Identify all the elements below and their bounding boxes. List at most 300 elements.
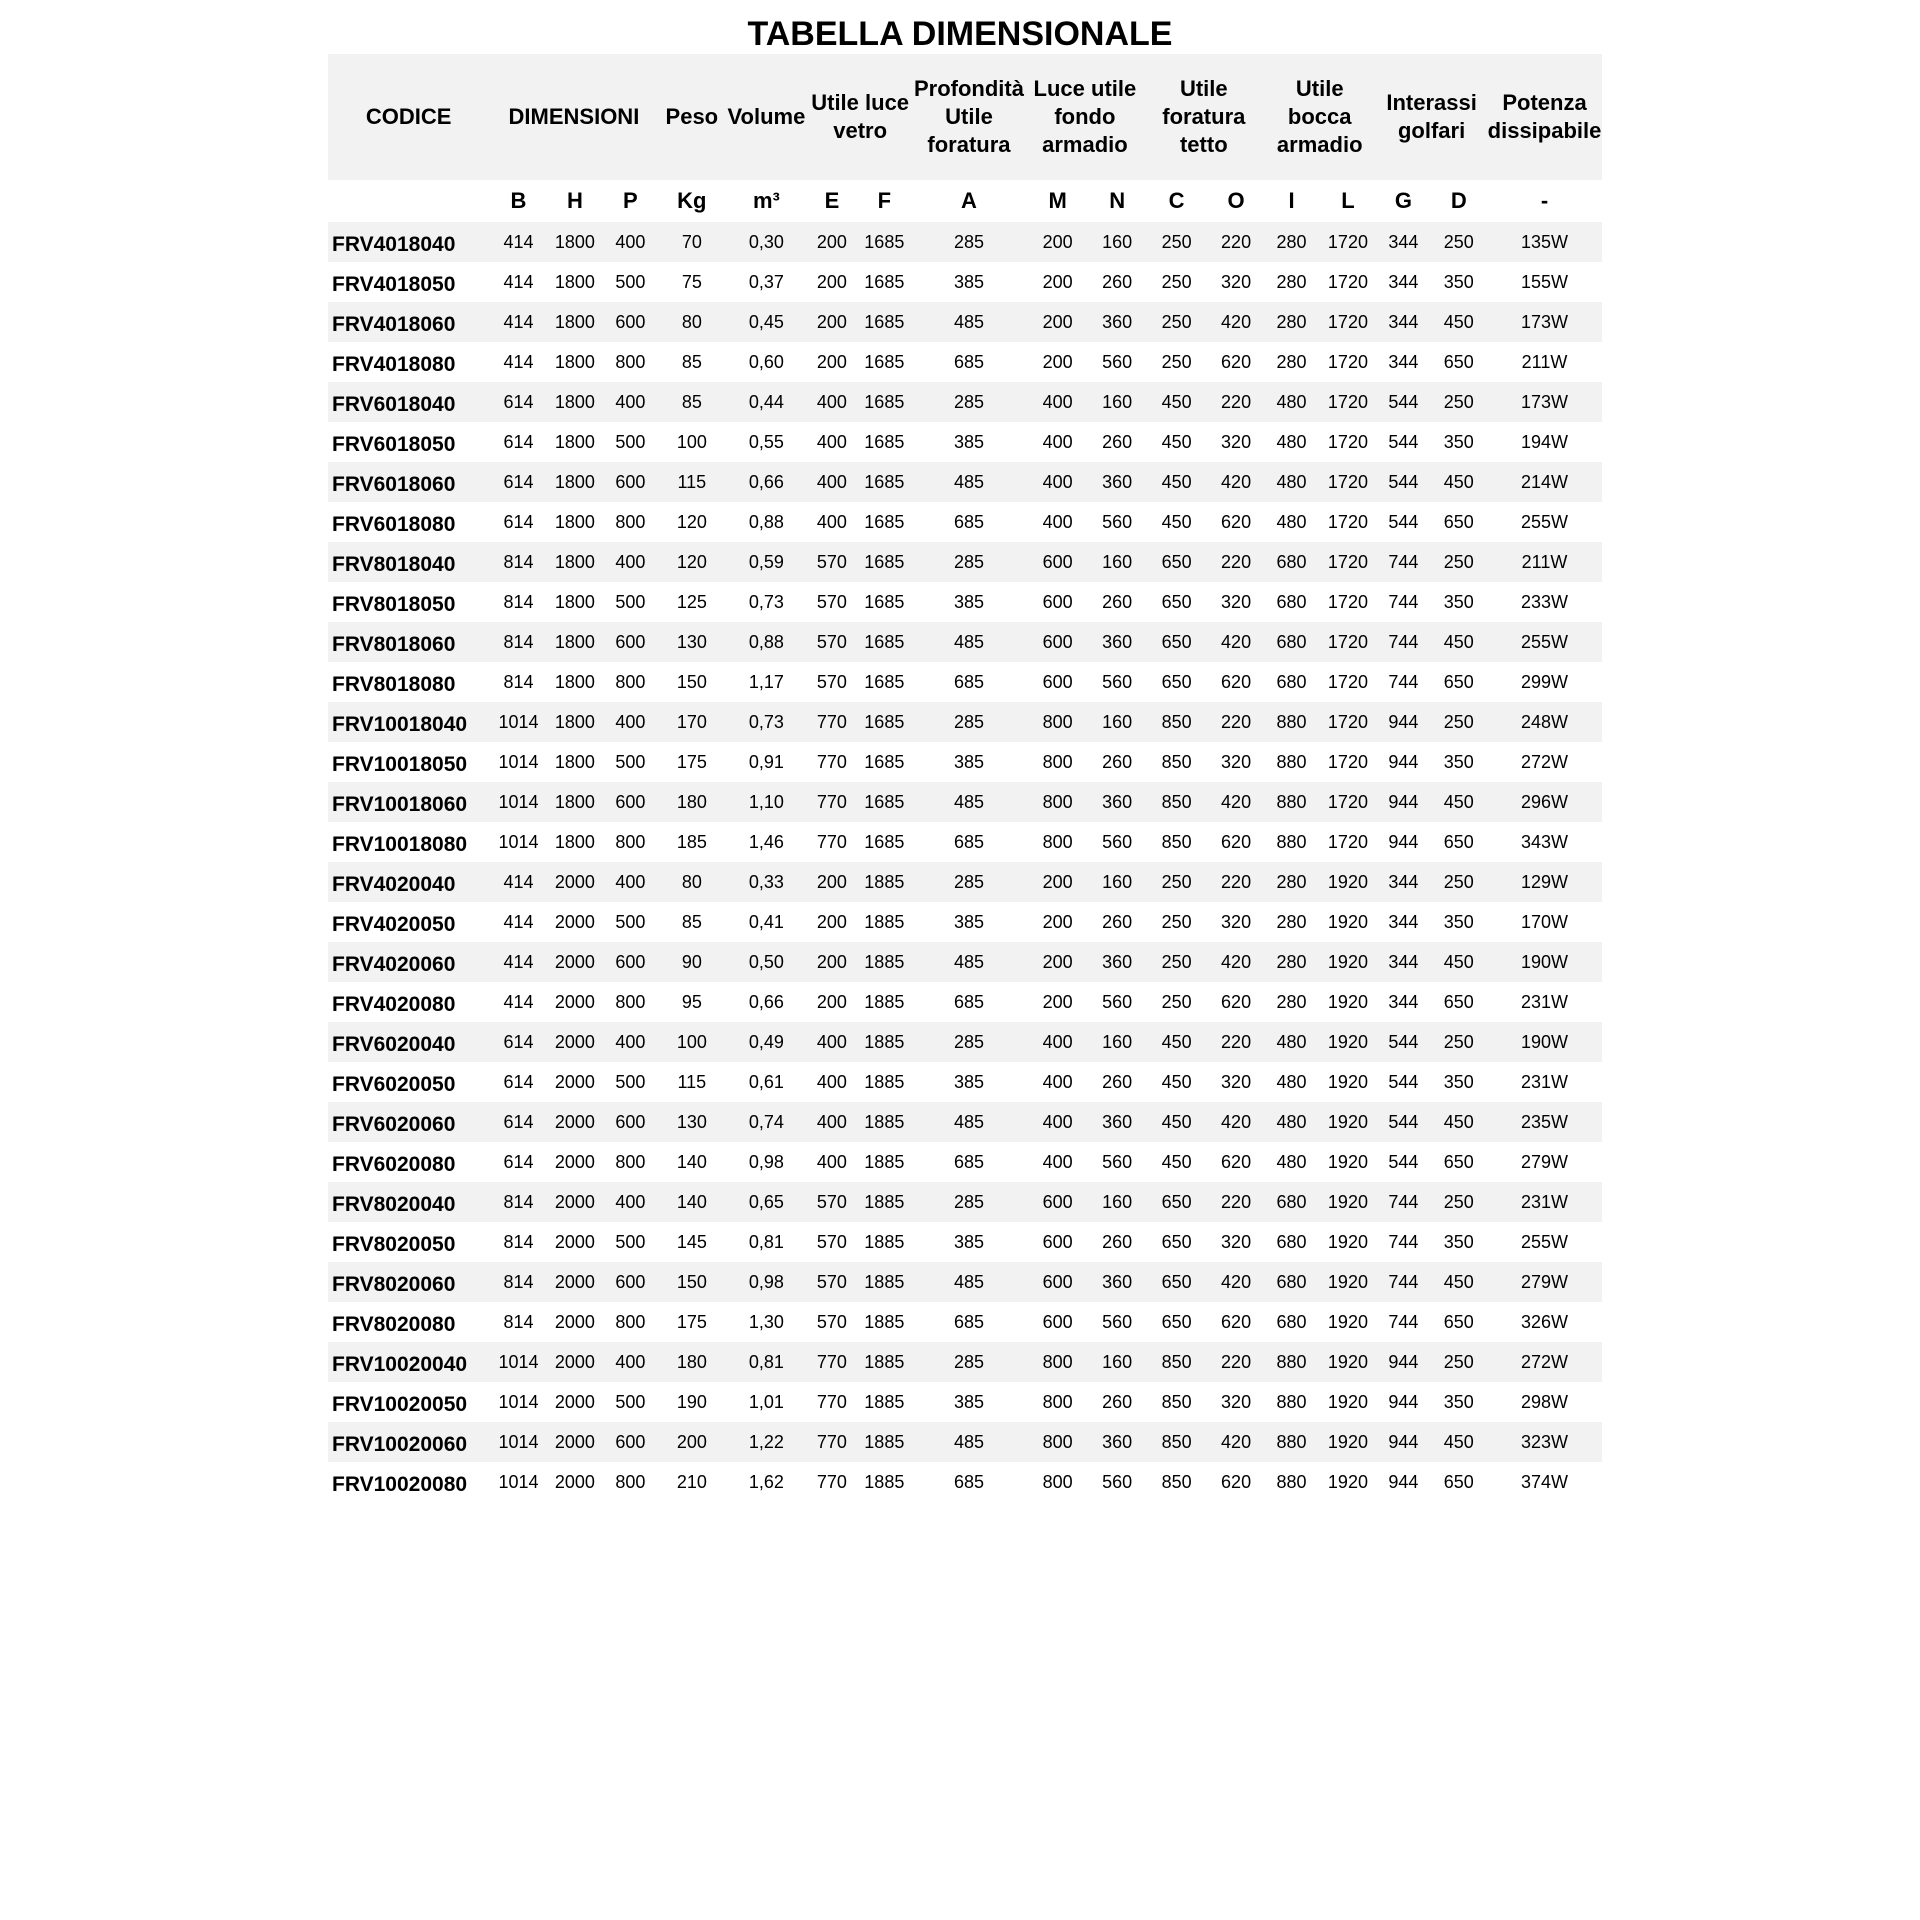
- table-cell: 420: [1209, 1422, 1263, 1462]
- table-cell: 1885: [864, 1311, 905, 1332]
- table-cell: 485: [913, 622, 1026, 662]
- table-cell: 600: [602, 622, 658, 662]
- table-cell: 800: [1042, 751, 1073, 772]
- table-cell: 344: [1388, 911, 1419, 932]
- product-code: FRV6020050: [332, 1073, 456, 1096]
- table-cell: 850: [1144, 1342, 1209, 1382]
- table-cell: 0,66: [748, 991, 784, 1012]
- table-cell: 0,98: [748, 1151, 784, 1172]
- table-cell: 400: [816, 431, 847, 452]
- table-cell: 620: [1221, 1311, 1252, 1332]
- table-cell: 620: [1221, 1471, 1252, 1492]
- table-cell: 850: [1161, 1391, 1192, 1412]
- table-cell: 1014: [489, 782, 547, 822]
- table-cell: 850: [1144, 782, 1209, 822]
- table-cell: 1014: [489, 1422, 547, 1462]
- subheader-cell: [328, 180, 489, 222]
- product-code: FRV10018060: [328, 782, 489, 822]
- table-cell: 614: [489, 1102, 547, 1142]
- table-row: [328, 302, 1602, 342]
- product-code: FRV10020040: [328, 1342, 489, 1382]
- table-cell: 220: [1209, 702, 1263, 742]
- table-cell: 620: [1221, 511, 1252, 532]
- table-cell: 150: [676, 671, 707, 692]
- table-cell: 1920: [1327, 1231, 1368, 1252]
- table-cell: 170: [659, 702, 726, 742]
- table-cell: 350: [1443, 591, 1474, 612]
- table-cell: 185: [676, 831, 707, 852]
- table-cell: 344: [1376, 302, 1430, 342]
- table-cell: 250: [1161, 271, 1192, 292]
- table-cell: 770: [808, 1342, 856, 1382]
- table-cell: 2000: [548, 1182, 602, 1222]
- table-cell: 480: [1276, 1071, 1307, 1092]
- table-cell: 1720: [1320, 782, 1376, 822]
- table-cell: 0,60: [748, 351, 784, 372]
- table-cell: 650: [1443, 991, 1474, 1012]
- table-cell: 2000: [554, 991, 595, 1012]
- table-row: [328, 1102, 1602, 1142]
- subheader-cell: B: [510, 188, 527, 213]
- table-cell: 1800: [548, 382, 602, 422]
- table-cell: 1800: [548, 622, 602, 662]
- table-cell: 544: [1376, 382, 1430, 422]
- table-cell: 560: [1102, 511, 1133, 532]
- table-cell: 0,73: [725, 702, 808, 742]
- table-cell: 450: [1144, 1102, 1209, 1142]
- table-cell: 614: [489, 462, 547, 502]
- table-cell: 1885: [856, 1102, 912, 1142]
- table-cell: 650: [1443, 1311, 1474, 1332]
- table-cell: 400: [602, 1022, 658, 1062]
- product-code: FRV4020040: [328, 862, 489, 902]
- table-cell: 200: [1042, 271, 1073, 292]
- table-cell: 1014: [498, 1391, 539, 1412]
- table-cell: 500: [615, 911, 646, 932]
- table-cell: 190: [676, 1391, 707, 1412]
- subheader-cell: L: [1341, 188, 1355, 213]
- product-code: FRV6018040: [328, 382, 489, 422]
- table-cell: 385: [953, 1231, 984, 1252]
- table-cell: 320: [1221, 911, 1252, 932]
- table-cell: 360: [1090, 1262, 1144, 1302]
- table-cell: 220: [1209, 542, 1263, 582]
- table-cell: 1,30: [748, 1311, 784, 1332]
- table-row: [328, 1142, 1602, 1182]
- table-cell: 1685: [864, 671, 905, 692]
- table-cell: 485: [913, 1262, 1026, 1302]
- table-cell: 560: [1102, 1151, 1133, 1172]
- table-cell: 200: [1042, 911, 1073, 932]
- table-cell: 279W: [1487, 1262, 1602, 1302]
- table-cell: 2000: [554, 1311, 595, 1332]
- table-cell: 880: [1263, 1422, 1319, 1462]
- subheader-cell: M: [1048, 188, 1067, 213]
- table-cell: 450: [1161, 1071, 1192, 1092]
- table-cell: 814: [489, 1182, 547, 1222]
- table-cell: 374W: [1521, 1471, 1569, 1492]
- table-cell: 614: [489, 382, 547, 422]
- table-cell: 450: [1144, 1022, 1209, 1062]
- dimension-table: [328, 54, 1602, 1502]
- table-row: [328, 822, 1602, 862]
- table-cell: 1720: [1327, 591, 1368, 612]
- table-cell: 560: [1102, 1311, 1133, 1332]
- table-cell: 200: [808, 222, 856, 262]
- table-cell: 0,88: [725, 622, 808, 662]
- table-cell: 600: [602, 1102, 658, 1142]
- table-cell: 385: [953, 1071, 984, 1092]
- table-cell: 0,91: [748, 751, 784, 772]
- table-cell: 420: [1209, 622, 1263, 662]
- table-cell: 260: [1102, 591, 1133, 612]
- table-row: [328, 422, 1602, 462]
- table-cell: 0,49: [725, 1022, 808, 1062]
- page-title: TABELLA DIMENSIONALE: [747, 15, 1173, 53]
- table-cell: 744: [1376, 1182, 1430, 1222]
- table-cell: 600: [602, 462, 658, 502]
- table-cell: 1014: [489, 1342, 547, 1382]
- table-cell: 200: [1042, 991, 1073, 1012]
- table-cell: 350: [1443, 751, 1474, 772]
- table-cell: 170W: [1521, 911, 1569, 932]
- table-cell: 600: [602, 942, 658, 982]
- table-cell: 160: [1090, 382, 1144, 422]
- table-cell: 680: [1276, 1311, 1307, 1332]
- table-cell: 600: [1025, 542, 1090, 582]
- table-row: [328, 702, 1602, 742]
- table-cell: 650: [1443, 351, 1474, 372]
- table-cell: 400: [1042, 431, 1073, 452]
- table-cell: 500: [615, 591, 646, 612]
- table-cell: 744: [1388, 1231, 1419, 1252]
- table-cell: 130: [659, 622, 726, 662]
- table-cell: 85: [681, 911, 702, 932]
- table-cell: 214W: [1487, 462, 1602, 502]
- table-cell: 385: [953, 271, 984, 292]
- table-cell: 685: [953, 831, 984, 852]
- product-code: FRV8020080: [332, 1313, 456, 1336]
- table-row: [328, 1422, 1602, 1462]
- table-cell: 450: [1144, 382, 1209, 422]
- table-cell: 1685: [864, 751, 905, 772]
- table-cell: 280: [1276, 351, 1307, 372]
- table-cell: 680: [1276, 671, 1307, 692]
- table-cell: 0,50: [725, 942, 808, 982]
- table-cell: 560: [1102, 1471, 1133, 1492]
- table-cell: 620: [1221, 351, 1252, 372]
- table-cell: 1885: [864, 1471, 905, 1492]
- table-cell: 279W: [1521, 1151, 1569, 1172]
- table-cell: 175: [676, 1311, 707, 1332]
- table-cell: 250: [1431, 542, 1487, 582]
- table-cell: 800: [615, 511, 646, 532]
- product-code: FRV4018050: [332, 273, 456, 296]
- product-code: FRV10020050: [332, 1393, 468, 1416]
- table-cell: 1885: [864, 1071, 905, 1092]
- table-cell: 500: [615, 1071, 646, 1092]
- table-cell: 570: [816, 591, 847, 612]
- table-cell: 220: [1209, 862, 1263, 902]
- table-cell: 880: [1276, 1391, 1307, 1412]
- subheader-cell: H: [566, 188, 583, 213]
- table-cell: 814: [503, 671, 534, 692]
- table-cell: 194W: [1521, 431, 1569, 452]
- table-cell: 1720: [1327, 271, 1368, 292]
- table-cell: 650: [1443, 1151, 1474, 1172]
- table-cell: 2000: [548, 1422, 602, 1462]
- table-cell: 1685: [864, 511, 905, 532]
- table-cell: 800: [615, 1471, 646, 1492]
- table-cell: 770: [816, 831, 847, 852]
- table-cell: 0,66: [725, 462, 808, 502]
- table-cell: 614: [503, 511, 534, 532]
- table-cell: 250: [1161, 991, 1192, 1012]
- subheader-cell: A: [961, 188, 977, 213]
- table-cell: 400: [808, 1102, 856, 1142]
- table-cell: 250: [1431, 862, 1487, 902]
- header-profondita-utile-foratura: Profondità Utile foratura: [913, 54, 1026, 180]
- table-cell: 944: [1388, 1391, 1419, 1412]
- table-cell: 140: [676, 1151, 707, 1172]
- table-cell: 770: [816, 1471, 847, 1492]
- product-code: FRV6018050: [332, 433, 456, 456]
- table-cell: 320: [1221, 591, 1252, 612]
- table-cell: 400: [1025, 1102, 1090, 1142]
- table-cell: 814: [489, 1262, 547, 1302]
- table-cell: 450: [1161, 1151, 1192, 1172]
- table-cell: 250: [1431, 702, 1487, 742]
- product-code: FRV6018060: [328, 462, 489, 502]
- header-peso: Peso: [659, 54, 726, 180]
- table-cell: 296W: [1487, 782, 1602, 822]
- table-cell: 600: [1042, 671, 1073, 692]
- table-cell: 480: [1263, 462, 1319, 502]
- table-cell: 500: [615, 751, 646, 772]
- table-cell: 1920: [1327, 991, 1368, 1012]
- table-row: [328, 1382, 1602, 1422]
- table-cell: 1885: [864, 1231, 905, 1252]
- table-cell: 0,30: [725, 222, 808, 262]
- table-cell: 70: [659, 222, 726, 262]
- table-cell: 1920: [1327, 911, 1368, 932]
- table-cell: 1800: [548, 302, 602, 342]
- table-cell: 0,55: [748, 431, 784, 452]
- table-cell: 414: [503, 351, 534, 372]
- table-cell: 420: [1209, 462, 1263, 502]
- table-cell: 450: [1144, 462, 1209, 502]
- table-cell: 570: [808, 1182, 856, 1222]
- table-cell: 320: [1221, 1231, 1252, 1252]
- table-cell: 85: [681, 351, 702, 372]
- table-cell: 1720: [1320, 302, 1376, 342]
- table-cell: 400: [1025, 1022, 1090, 1062]
- table-cell: 1920: [1327, 1311, 1368, 1332]
- table-cell: 1720: [1320, 622, 1376, 662]
- table-cell: 260: [1102, 1071, 1133, 1092]
- table-cell: 260: [1102, 431, 1133, 452]
- table-cell: 0,33: [725, 862, 808, 902]
- table-row: [328, 542, 1602, 582]
- table-cell: 560: [1102, 831, 1133, 852]
- product-code: FRV8018040: [328, 542, 489, 582]
- table-cell: 480: [1263, 1102, 1319, 1142]
- table-cell: 485: [913, 302, 1026, 342]
- table-cell: 880: [1276, 751, 1307, 772]
- table-cell: 770: [808, 782, 856, 822]
- table-cell: 0,74: [725, 1102, 808, 1142]
- table-cell: 1685: [856, 702, 912, 742]
- table-cell: 360: [1090, 782, 1144, 822]
- table-cell: 200: [1025, 942, 1090, 982]
- table-cell: 650: [1144, 1262, 1209, 1302]
- table-cell: 944: [1376, 1422, 1430, 1462]
- table-cell: 800: [1042, 1471, 1073, 1492]
- table-cell: 744: [1376, 622, 1430, 662]
- table-cell: 260: [1102, 1231, 1133, 1252]
- table-cell: 200: [816, 271, 847, 292]
- table-cell: 255W: [1521, 511, 1569, 532]
- table-cell: 220: [1209, 382, 1263, 422]
- table-cell: 2000: [548, 862, 602, 902]
- table-cell: 814: [503, 1311, 534, 1332]
- table-cell: 800: [615, 1151, 646, 1172]
- table-cell: 80: [659, 302, 726, 342]
- table-cell: 420: [1209, 302, 1263, 342]
- table-cell: 400: [1042, 511, 1073, 532]
- table-cell: 2000: [548, 942, 602, 982]
- table-cell: 285: [913, 702, 1026, 742]
- table-cell: 250: [1144, 222, 1209, 262]
- table-cell: 360: [1090, 622, 1144, 662]
- table-cell: 1720: [1327, 751, 1368, 772]
- product-code: FRV10020060: [328, 1422, 489, 1462]
- table-cell: 344: [1376, 222, 1430, 262]
- table-cell: 944: [1388, 831, 1419, 852]
- table-cell: 614: [489, 1022, 547, 1062]
- table-cell: 600: [1042, 591, 1073, 612]
- table-cell: 0,81: [748, 1231, 784, 1252]
- table-cell: 298W: [1521, 1391, 1569, 1412]
- table-cell: 485: [913, 782, 1026, 822]
- table-cell: 344: [1376, 942, 1430, 982]
- table-cell: 400: [816, 1071, 847, 1092]
- table-cell: 800: [615, 671, 646, 692]
- table-row: [328, 1182, 1602, 1222]
- table-row: [328, 1062, 1602, 1102]
- table-cell: 480: [1263, 382, 1319, 422]
- table-cell: 323W: [1487, 1422, 1602, 1462]
- table-cell: 1800: [554, 831, 595, 852]
- table-cell: 814: [503, 1231, 534, 1252]
- table-cell: 2000: [554, 1071, 595, 1092]
- table-cell: 320: [1221, 1391, 1252, 1412]
- table-cell: 680: [1276, 591, 1307, 612]
- table-cell: 2000: [554, 1471, 595, 1492]
- table-cell: 1885: [864, 991, 905, 1012]
- table-cell: 650: [1161, 1311, 1192, 1332]
- table-cell: 544: [1388, 511, 1419, 532]
- table-cell: 480: [1263, 1022, 1319, 1062]
- table-cell: 1800: [548, 702, 602, 742]
- table-cell: 1885: [856, 1182, 912, 1222]
- table-cell: 160: [1090, 542, 1144, 582]
- table-cell: 160: [1090, 222, 1144, 262]
- table-row: [328, 1462, 1602, 1502]
- table-row: [328, 462, 1602, 502]
- table-cell: 620: [1221, 831, 1252, 852]
- table-cell: 200: [808, 942, 856, 982]
- subheader-cell: -: [1540, 188, 1549, 213]
- subheader-cell: N: [1109, 188, 1126, 213]
- table-cell: 600: [1042, 1231, 1073, 1252]
- header-interassi-golfari: Interassi golfari: [1376, 54, 1487, 180]
- table-cell: 400: [1042, 1071, 1073, 1092]
- table-cell: 1800: [548, 222, 602, 262]
- table-cell: 130: [659, 1102, 726, 1142]
- table-cell: 350: [1443, 1391, 1474, 1412]
- table-cell: 850: [1144, 1422, 1209, 1462]
- subheader-row: [328, 180, 1602, 222]
- table-row: [328, 1302, 1602, 1342]
- table-cell: 1885: [864, 1151, 905, 1172]
- table-row: [328, 582, 1602, 622]
- table-cell: 400: [1025, 462, 1090, 502]
- table-cell: 400: [602, 1182, 658, 1222]
- table-cell: 680: [1263, 622, 1319, 662]
- table-cell: 280: [1263, 862, 1319, 902]
- table-cell: 1,01: [748, 1391, 784, 1412]
- table-cell: 450: [1161, 431, 1192, 452]
- header-volume: Volume: [725, 54, 808, 180]
- product-code: FRV8018050: [332, 593, 456, 616]
- table-cell: 140: [659, 1182, 726, 1222]
- table-cell: 400: [602, 702, 658, 742]
- table-cell: 414: [489, 302, 547, 342]
- table-cell: 880: [1276, 1471, 1307, 1492]
- table-cell: 2000: [554, 1391, 595, 1412]
- table-cell: 450: [1431, 1102, 1487, 1142]
- table-cell: 180: [659, 782, 726, 822]
- table-cell: 1014: [498, 831, 539, 852]
- table-cell: 814: [489, 622, 547, 662]
- product-code: FRV4018060: [328, 302, 489, 342]
- table-cell: 160: [1090, 702, 1144, 742]
- table-cell: 210: [676, 1471, 707, 1492]
- table-cell: 650: [1144, 622, 1209, 662]
- table-cell: 1720: [1327, 671, 1368, 692]
- table-cell: 800: [615, 831, 646, 852]
- product-code: FRV8020060: [328, 1262, 489, 1302]
- table-cell: 0,61: [748, 1071, 784, 1092]
- table-cell: 480: [1276, 511, 1307, 532]
- table-cell: 360: [1090, 302, 1144, 342]
- table-cell: 344: [1376, 862, 1430, 902]
- table-cell: 770: [816, 1391, 847, 1412]
- table-cell: 650: [1161, 591, 1192, 612]
- table-cell: 1885: [856, 1022, 912, 1062]
- table-cell: 480: [1276, 1151, 1307, 1172]
- table-cell: 272W: [1487, 1342, 1602, 1382]
- table-cell: 800: [1025, 1342, 1090, 1382]
- product-code: FRV10018080: [332, 833, 468, 856]
- table-cell: 1685: [856, 382, 912, 422]
- table-cell: 260: [1102, 751, 1133, 772]
- table-cell: 350: [1443, 911, 1474, 932]
- table-cell: 570: [816, 671, 847, 692]
- table-cell: 1800: [554, 511, 595, 532]
- table-cell: 350: [1443, 431, 1474, 452]
